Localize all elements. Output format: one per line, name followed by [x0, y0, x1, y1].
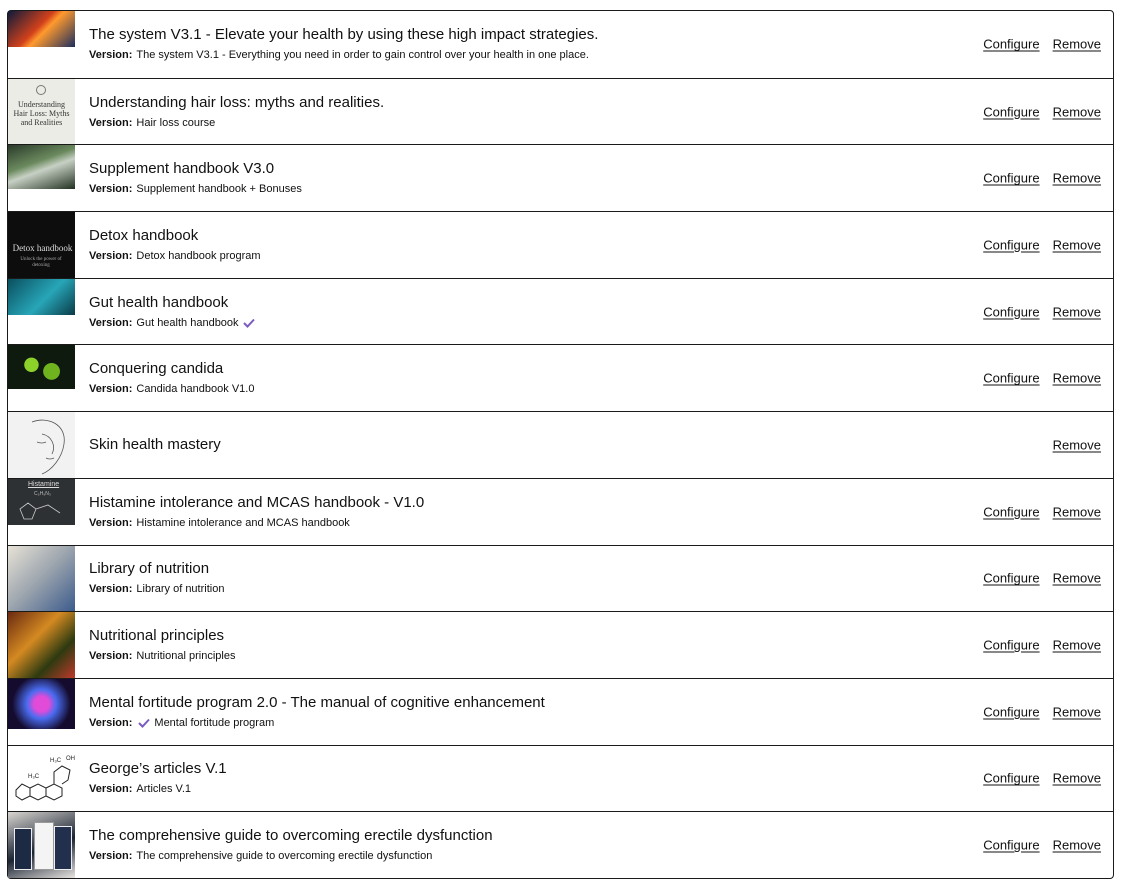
- list-item: [8, 344, 1113, 411]
- candida-image: [8, 345, 75, 411]
- item-version: Version: Hair loss course: [89, 116, 216, 129]
- configure-link[interactable]: Configure: [983, 237, 1040, 253]
- steroid-molecule-image: [8, 746, 75, 812]
- item-version: Version: Histamine intolerance and MCAS handbook: [89, 516, 350, 529]
- remove-link[interactable]: Remove: [1052, 637, 1101, 653]
- remove-link[interactable]: Remove: [1052, 237, 1101, 253]
- item-title: Gut health handbook: [89, 293, 229, 311]
- item-title: Histamine intolerance and MCAS handbook - V1.0: [89, 493, 425, 511]
- food-platter-image: [8, 612, 75, 678]
- remove-link[interactable]: Remove: [1052, 770, 1101, 786]
- configure-link[interactable]: Configure: [983, 170, 1040, 186]
- product-list: [7, 10, 1114, 879]
- item-title: George’s articles V.1: [89, 760, 227, 778]
- list-item: [8, 278, 1113, 345]
- configure-link[interactable]: Configure: [983, 837, 1040, 853]
- configure-link[interactable]: Configure: [983, 36, 1040, 52]
- book-cover: [34, 822, 54, 870]
- configure-link[interactable]: Configure: [983, 104, 1040, 120]
- item-title: Mental fortitude program 2.0 - The manual of cognitive enhancement: [89, 693, 545, 711]
- item-version: Version: Articles V.1: [89, 783, 192, 796]
- hair-loss-cover-image: [8, 79, 75, 145]
- histamine-molecule-image: [8, 479, 75, 545]
- list-item: [8, 144, 1113, 211]
- dna-image: [8, 11, 75, 78]
- list-item: [8, 478, 1113, 545]
- list-item: [8, 811, 1113, 878]
- list-item: [8, 745, 1113, 812]
- cover-text: Understanding Hair Loss: Myths and Realities: [13, 99, 70, 127]
- configure-link[interactable]: Configure: [983, 570, 1040, 586]
- item-title: Supplement handbook V3.0: [89, 160, 275, 178]
- svg-text:H₃C: H₃C: [28, 773, 40, 780]
- configure-link[interactable]: Configure: [983, 704, 1040, 720]
- list-item: [8, 211, 1113, 278]
- configure-link[interactable]: Configure: [983, 770, 1040, 786]
- cover-subtext: Unlock the power of detoxing: [20, 257, 62, 269]
- cover-text: Histamine: [28, 480, 60, 488]
- item-version: Version: Mental fortitude program: [89, 716, 275, 729]
- item-version: Version: Gut health handbook: [89, 316, 255, 330]
- book-cover: [54, 826, 72, 870]
- remove-link[interactable]: Remove: [1052, 304, 1101, 320]
- item-title: Library of nutrition: [89, 560, 210, 578]
- herbs-image: [8, 145, 75, 211]
- list-item: [8, 611, 1113, 678]
- configure-link[interactable]: Configure: [983, 304, 1040, 320]
- svg-text:OH: OH: [66, 755, 75, 762]
- svg-text:H₃C: H₃C: [50, 757, 62, 764]
- item-version: Version: Library of nutrition: [89, 583, 225, 596]
- brain-image: [8, 679, 75, 745]
- configure-link[interactable]: Configure: [983, 370, 1040, 386]
- remove-link[interactable]: Remove: [1052, 104, 1101, 120]
- books-image: [8, 812, 75, 878]
- item-version: Version: Nutritional principles: [89, 650, 236, 663]
- item-title: Detox handbook: [89, 226, 199, 244]
- item-version: Version: Candida handbook V1.0: [89, 383, 255, 396]
- detox-cover-image: [8, 212, 75, 278]
- remove-link[interactable]: Remove: [1052, 437, 1101, 453]
- item-title: Understanding hair loss: myths and realities.: [89, 93, 385, 111]
- face-sketch-icon: [12, 414, 72, 476]
- configure-link[interactable]: Configure: [983, 637, 1040, 653]
- circle-logo-icon: [36, 85, 46, 95]
- book-cover: [14, 828, 32, 870]
- remove-link[interactable]: Remove: [1052, 837, 1101, 853]
- remove-link[interactable]: Remove: [1052, 36, 1101, 52]
- molecule-icon: [10, 750, 74, 806]
- molecule-icon: [14, 495, 70, 523]
- list-item: [8, 78, 1113, 145]
- item-title: The system V3.1 - Elevate your health by using these high impact strategies.: [89, 26, 599, 44]
- item-title: Conquering candida: [89, 360, 224, 378]
- cover-subtext: C₅H₉N₃: [34, 490, 51, 497]
- remove-link[interactable]: Remove: [1052, 704, 1101, 720]
- list-item: [8, 678, 1113, 745]
- item-version: Version: Supplement handbook + Bonuses: [89, 183, 302, 196]
- remove-link[interactable]: Remove: [1052, 504, 1101, 520]
- list-item: [8, 11, 1113, 78]
- list-item: [8, 411, 1113, 478]
- item-title: The comprehensive guide to overcoming erectile dysfunction: [89, 827, 493, 845]
- list-item: [8, 545, 1113, 612]
- face-sketch-image: [8, 412, 75, 478]
- gut-image: [8, 279, 75, 345]
- item-version: Version: Detox handbook program: [89, 249, 261, 262]
- item-title: Skin health mastery: [89, 435, 221, 453]
- remove-link[interactable]: Remove: [1052, 570, 1101, 586]
- item-version: Version: The system V3.1 - Everything you need in order to gain control over your health in one place.: [89, 49, 589, 62]
- item-title: Nutritional principles: [89, 627, 225, 645]
- check-icon: [243, 318, 255, 328]
- configure-link[interactable]: Configure: [983, 504, 1040, 520]
- remove-link[interactable]: Remove: [1052, 170, 1101, 186]
- check-icon: [138, 718, 150, 728]
- item-version: Version: The comprehensive guide to overcoming erectile dysfunction: [89, 850, 433, 863]
- cover-text: Detox handbook: [12, 243, 73, 254]
- oysters-image: [8, 546, 75, 612]
- remove-link[interactable]: Remove: [1052, 370, 1101, 386]
